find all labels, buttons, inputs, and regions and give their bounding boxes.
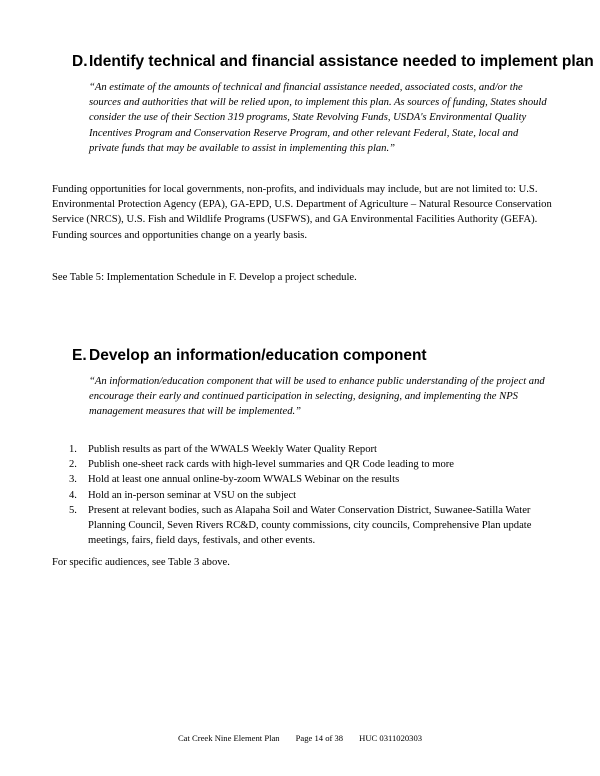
education-action-list [52,442,552,548]
section-d-quote: “An estimate of the amounts of technical and financial assistance needed, associated costs, and/or the sources and authorities that will be relied upon, to implement this plan. As sources of funding, States should consider the use of their Section 319 programs, State Revolving Funds, USDA's Environmental Quality Incentives Program and Conservation Reserve Program, and other relevant Federal, State, local and private funds that may be available to assist in implementing this plan.” [89,82,547,154]
list-item-number: 4. [69,489,77,501]
section-d-paragraph-table-reference: See Table 5: Implementation Schedule in F. Develop a project schedule. [52,272,357,283]
section-d-heading [72,52,594,72]
section-e-letter: E. [72,347,87,364]
list-item-text: Publish one-sheet rack cards with high-level summaries and QR Code leading to more [88,459,454,471]
list-item [52,488,552,503]
footer-page-number: Page 14 of 38 [295,733,344,743]
section-e-heading [72,346,427,366]
list-item-number: 1. [69,444,77,455]
section-d-title: Identify technical and financial assistance needed to implement plan [89,53,594,70]
list-item-text: Hold at least one annual online-by-zoom WWALS Webinar on the results [88,474,400,486]
list-item-text: Present at relevant bodies, such as Alapaha Soil and Water Conservation District, Suwanee-Satilla Water Planning Council, Seven Rivers RC&D, county commissions, city councils, Comprehensive Plan update meetings, fairs, field days, festivals, and other events. [88,504,532,547]
list-item-text: Publish results as part of the WWALS Weekly Water Quality Report [88,444,377,455]
footer-document-title: Cat Creek Nine Element Plan [177,733,280,743]
section-d-letter: D. [72,53,88,70]
footer-huc-code: HUC 0311020303 [359,733,423,743]
section-d-paragraph-funding: Funding opportunities for local governments, non-profits, and individuals may include, but are not limited to: U.S. Environmental Protection Agency (EPA), GA-EPD, U.S. Department of Agriculture – Natural Resource Conservation Service (NRCS), U.S. Fish and Wildlife Programs (USFWS), and GA Environmental Facilities Authority (GEFA). Funding sources and opportunities change on a yearly basis. [52,184,552,241]
list-item-number: 2. [69,459,77,471]
list-item-number: 5. [69,504,77,516]
section-e-quote: “An information/education component that will be used to enhance public understanding of the project and encourage their early and continued participation in selecting, designing, and implementing the NPS management measures that will be implemented.” [89,376,545,418]
list-item [52,442,552,457]
list-item [52,457,552,472]
section-e-closing-note: For specific audiences, see Table 3 above. [52,557,230,568]
list-item-text: Hold an in-person seminar at VSU on the subject [88,489,297,501]
section-e-title: Develop an information/education component [89,347,427,364]
list-item [52,503,552,549]
list-item-number: 3. [69,474,77,486]
page-footer [0,732,600,744]
list-item [52,472,552,487]
